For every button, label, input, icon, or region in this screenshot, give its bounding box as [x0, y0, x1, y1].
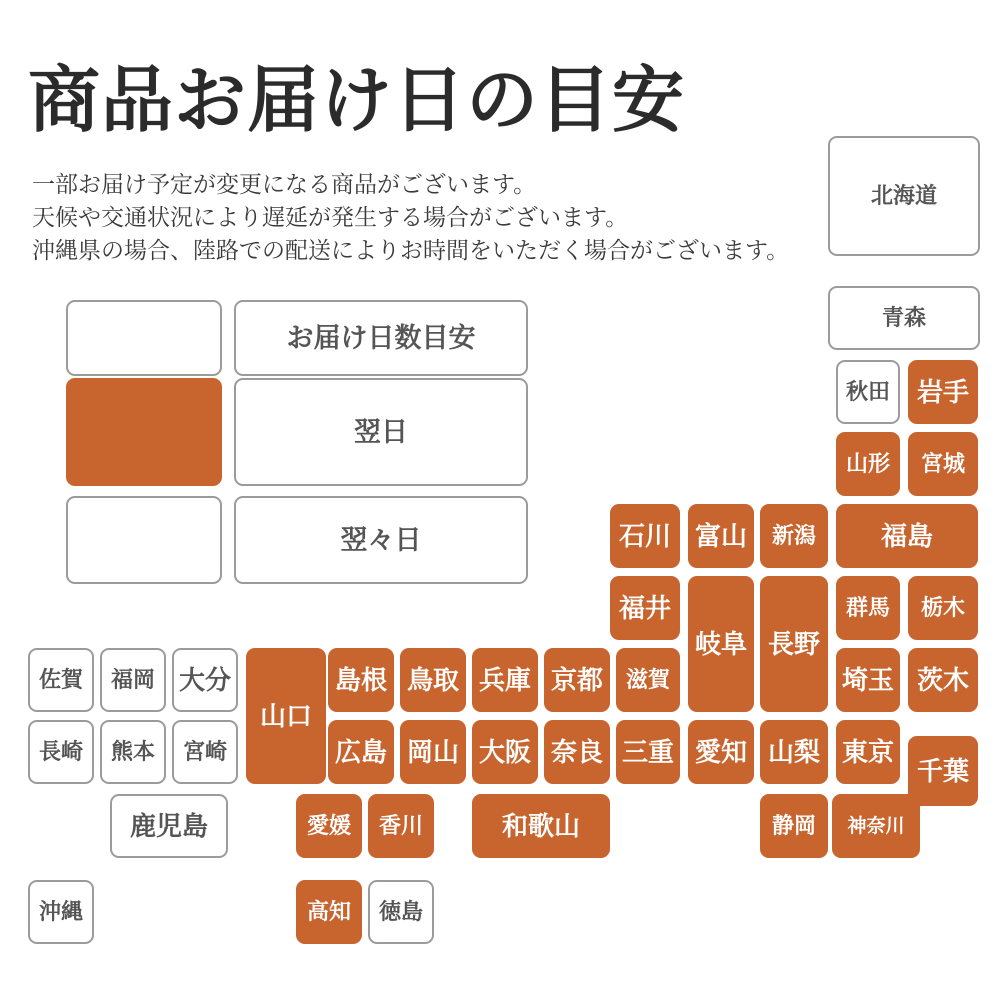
prefecture-cell: 島根	[328, 648, 394, 712]
prefecture-cell: 福井	[610, 576, 680, 640]
legend-label-two-days: 翌々日	[234, 496, 528, 584]
prefecture-cell: 山形	[836, 432, 900, 496]
prefecture-cell: 和歌山	[472, 794, 610, 858]
prefecture-cell: 京都	[544, 648, 610, 712]
prefecture-cell: 福島	[836, 504, 978, 568]
prefecture-cell: 静岡	[760, 794, 828, 858]
prefecture-cell: 鳥取	[400, 648, 466, 712]
prefecture-cell: 青森	[828, 286, 980, 350]
prefecture-cell: 香川	[368, 794, 434, 858]
prefecture-cell: 千葉	[908, 736, 978, 806]
legend-swatch-next-day	[66, 378, 222, 486]
legend-swatch-two-days	[66, 496, 222, 584]
prefecture-cell: 岩手	[908, 360, 978, 424]
note-line-3: 沖縄県の場合、陸路での配送によりお時間をいただく場合がございます。	[32, 237, 790, 263]
prefecture-cell: 岐阜	[688, 576, 754, 712]
prefecture-cell: 埼玉	[836, 648, 900, 712]
prefecture-cell: 富山	[688, 504, 754, 568]
prefecture-cell: 栃木	[908, 576, 978, 640]
prefecture-cell: 熊本	[100, 720, 166, 784]
prefecture-cell: 佐賀	[28, 648, 94, 712]
prefecture-cell: 山梨	[760, 720, 828, 784]
prefecture-cell: 愛知	[688, 720, 754, 784]
prefecture-cell: 大分	[172, 648, 238, 712]
prefecture-cell: 新潟	[760, 504, 828, 568]
prefecture-cell: 鹿児島	[110, 794, 228, 858]
prefecture-cell: 兵庫	[472, 648, 538, 712]
prefecture-cell: 長野	[760, 576, 828, 712]
prefecture-cell: 沖縄	[28, 880, 94, 944]
prefecture-cell: 北海道	[828, 136, 980, 256]
prefecture-cell: 石川	[610, 504, 680, 568]
legend-label-next-day: 翌日	[234, 378, 528, 486]
prefecture-cell: 愛媛	[296, 794, 362, 858]
prefecture-cell: 広島	[328, 720, 394, 784]
prefecture-cell: 神奈川	[832, 794, 920, 858]
note-line-2: 天候や交通状況により遅延が発生する場合がございます。	[32, 204, 629, 230]
prefecture-cell: 長崎	[28, 720, 94, 784]
prefecture-cell: 三重	[616, 720, 680, 784]
prefecture-cell: 滋賀	[616, 648, 680, 712]
prefecture-cell: 高知	[296, 880, 362, 944]
prefecture-cell: 宮崎	[172, 720, 238, 784]
prefecture-cell: 岡山	[400, 720, 466, 784]
prefecture-cell: 徳島	[368, 880, 434, 944]
legend-header-swatch	[66, 300, 222, 376]
prefecture-cell: 福岡	[100, 648, 166, 712]
prefecture-cell: 奈良	[544, 720, 610, 784]
page-title: 商品お届け日の目安	[28, 61, 686, 141]
note-line-1: 一部お届け予定が変更になる商品がございます。	[32, 171, 537, 197]
prefecture-cell: 茨木	[908, 648, 978, 712]
prefecture-cell: 群馬	[836, 576, 900, 640]
prefecture-cell: 秋田	[836, 360, 900, 424]
notes-block	[32, 168, 789, 267]
prefecture-cell: 山口	[246, 648, 326, 784]
prefecture-cell: 東京	[836, 720, 900, 784]
prefecture-cell: 宮城	[908, 432, 978, 496]
prefecture-cell: 大阪	[472, 720, 538, 784]
legend-header-label: お届け日数目安	[234, 300, 528, 376]
